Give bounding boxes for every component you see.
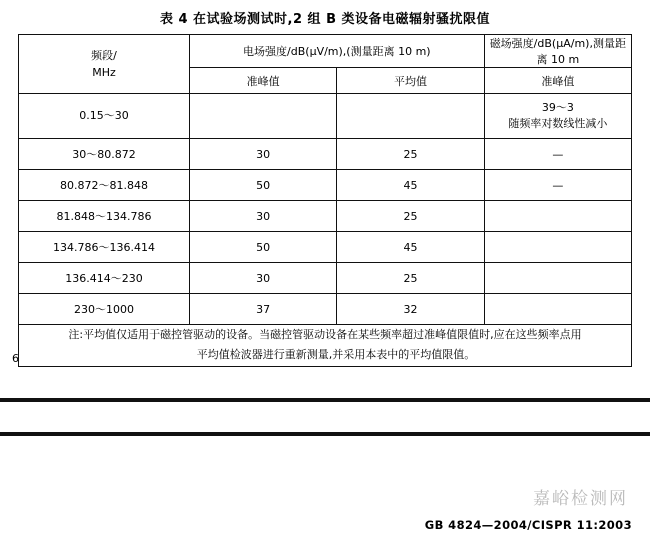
header-frequency	[19, 35, 190, 94]
standard-reference: GB 4824—2004/CISPR 11:2003	[424, 518, 632, 532]
cell-frequency: 30～80.872	[19, 139, 190, 170]
cell-quasi-peak	[190, 94, 337, 139]
cell-frequency: 0.15～30	[19, 94, 190, 139]
header-h-field: 磁场强度/dB(μA/m),测量距离 10 m	[484, 35, 631, 68]
header-frequency-line1: 频段/	[91, 48, 117, 62]
header-frequency-line2: MHz	[92, 66, 116, 79]
cell-frequency: 136.414～230	[19, 263, 190, 294]
cell-frequency: 80.872～81.848	[19, 170, 190, 201]
cell-h-quasi-peak	[484, 263, 631, 294]
cell-average: 45	[337, 170, 484, 201]
cell-quasi-peak: 30	[190, 139, 337, 170]
cell-h-quasi-peak	[484, 232, 631, 263]
cell-frequency: 230～1000	[19, 294, 190, 325]
cell-h-quasi-peak: —	[484, 139, 631, 170]
header-quasi-peak: 准峰值	[190, 68, 337, 94]
cell-frequency: 134.786～136.414	[19, 232, 190, 263]
page-number: 6	[12, 352, 19, 365]
cell-average: 32	[337, 294, 484, 325]
table-note-line2: 平均值检波器进行重新测量,并采用本表中的平均值限值。	[196, 348, 476, 362]
table-note	[19, 325, 632, 367]
cell-average: 45	[337, 232, 484, 263]
cell-quasi-peak: 50	[190, 170, 337, 201]
table-row	[19, 294, 632, 325]
cell-h-quasi-peak	[484, 294, 631, 325]
cell-quasi-peak: 30	[190, 263, 337, 294]
cell-average: 25	[337, 201, 484, 232]
cell-h-quasi-peak: —	[484, 170, 631, 201]
cell-average	[337, 94, 484, 139]
emission-limits-table	[18, 34, 632, 367]
cell-quasi-peak: 30	[190, 201, 337, 232]
watermark: 嘉峪检测网	[533, 489, 628, 509]
cell-h-quasi-peak	[484, 94, 631, 139]
cell-h-quasi-peak	[484, 201, 631, 232]
cell-quasi-peak: 37	[190, 294, 337, 325]
cell-quasi-peak: 50	[190, 232, 337, 263]
page-title: 表 4 在试验场测试时,2 组 B 类设备电磁辐射骚扰限值	[159, 12, 491, 27]
header-e-field: 电场强度/dB(μV/m),(测量距离 10 m)	[190, 35, 485, 68]
divider-rule-bottom	[0, 432, 650, 436]
header-quasi-peak-h: 准峰值	[484, 68, 631, 94]
table-row	[19, 201, 632, 232]
table-header-row-1	[19, 35, 632, 68]
table-note-line1: 注:平均值仅适用于磁控管驱动的设备。当磁控管驱动设备在某些频率超过准峰值限值时,应在这些频率点用	[68, 328, 582, 341]
table-note-row	[19, 325, 632, 367]
header-average: 平均值	[337, 68, 484, 94]
cell-average: 25	[337, 139, 484, 170]
cell-average: 25	[337, 263, 484, 294]
table-row	[19, 170, 632, 201]
cell-h-quasi-peak-line1: 39～3	[541, 100, 574, 114]
table-row	[19, 263, 632, 294]
divider-rule-top	[0, 398, 650, 402]
table-row	[19, 139, 632, 170]
cell-h-quasi-peak-line2: 随频率对数线性减小	[508, 117, 608, 130]
table-row	[19, 94, 632, 139]
cell-frequency: 81.848～134.786	[19, 201, 190, 232]
table-row	[19, 232, 632, 263]
